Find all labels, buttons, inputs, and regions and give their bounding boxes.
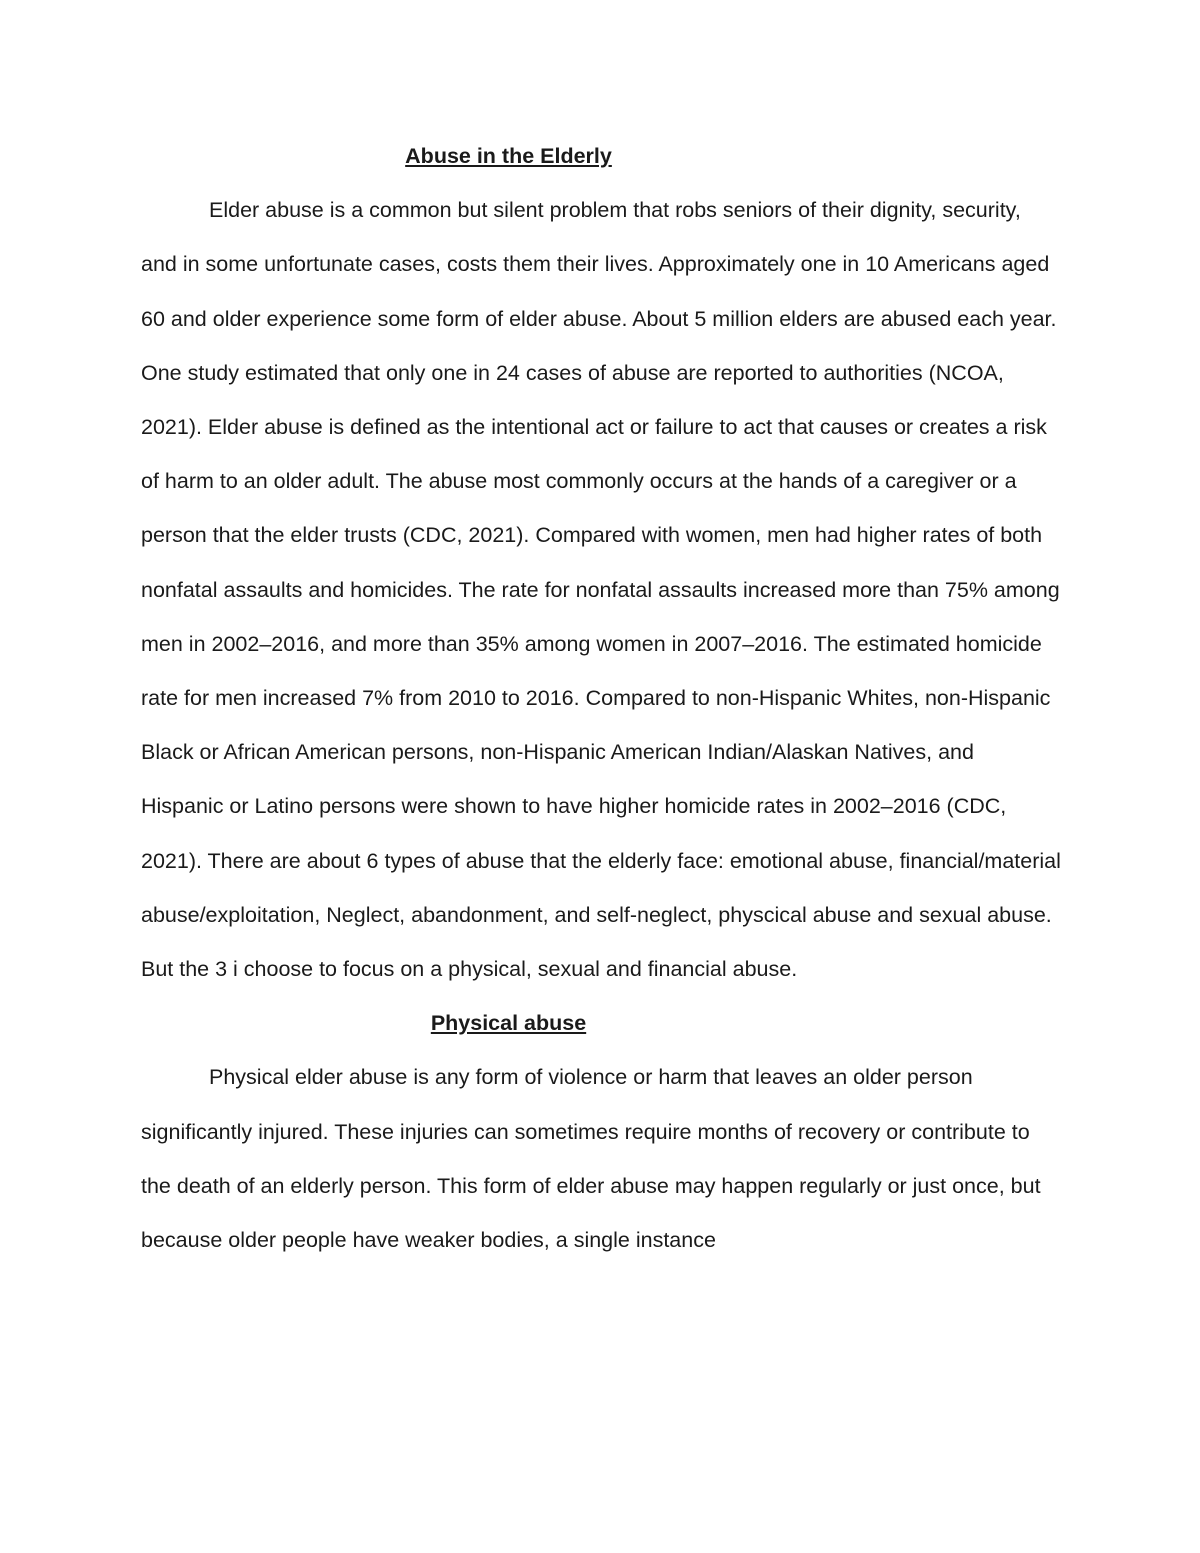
- section-heading-physical-abuse: Physical abuse: [430, 1011, 587, 1036]
- document-title: Abuse in the Elderly: [405, 144, 612, 168]
- intro-paragraph: Elder abuse is a common but silent problem that robs seniors of their dignity, security, and in some unfortunate cases, costs them their lives. Approximately one in 10 Americans aged 60 and older experience some form of elder abuse. About 5 million elders are abused each year. One study estimated that only one in 24 cases of abuse are reported to authorities (NCOA, 2021). Elder abuse is defined as the intentional act or failure to act that causes or creates a risk of harm to an older adult. The abuse most commonly occurs at the hands of a caregiver or a person that the elder trusts (CDC, 2021). Compared with women, men had higher rates of both nonfatal assaults and homicides. The rate for nonfatal assaults increased more than 75% among men in 2002–2016, and more than 35% among women in 2007–2016. The estimated homicide rate for men increased 7% from 2010 to 2016. Compared to non-Hispanic Whites, non-Hispanic Black or African American persons, non-Hispanic American Indian/Alaskan Natives, and Hispanic or Latino persons were shown to have higher homicide rates in 2002–2016 (CDC, 2021). There are about 6 types of abuse that the elderly face: emotional abuse, financial/material abuse/exploitation, Neglect, abandonment, and self-neglect, physcical abuse and sexual abuse. But the 3 i choose to focus on a physical, sexual and financial abuse.: [141, 198, 1061, 982]
- document-body: [141, 129, 1061, 1267]
- physical-abuse-paragraph: Physical elder abuse is any form of violence or harm that leaves an older person significantly injured. These injuries can sometimes require months of recovery or contribute to the death of an elderly person. This form of elder abuse may happen regularly or just once, but because older people have weaker bodies, a single instance: [141, 1065, 1041, 1253]
